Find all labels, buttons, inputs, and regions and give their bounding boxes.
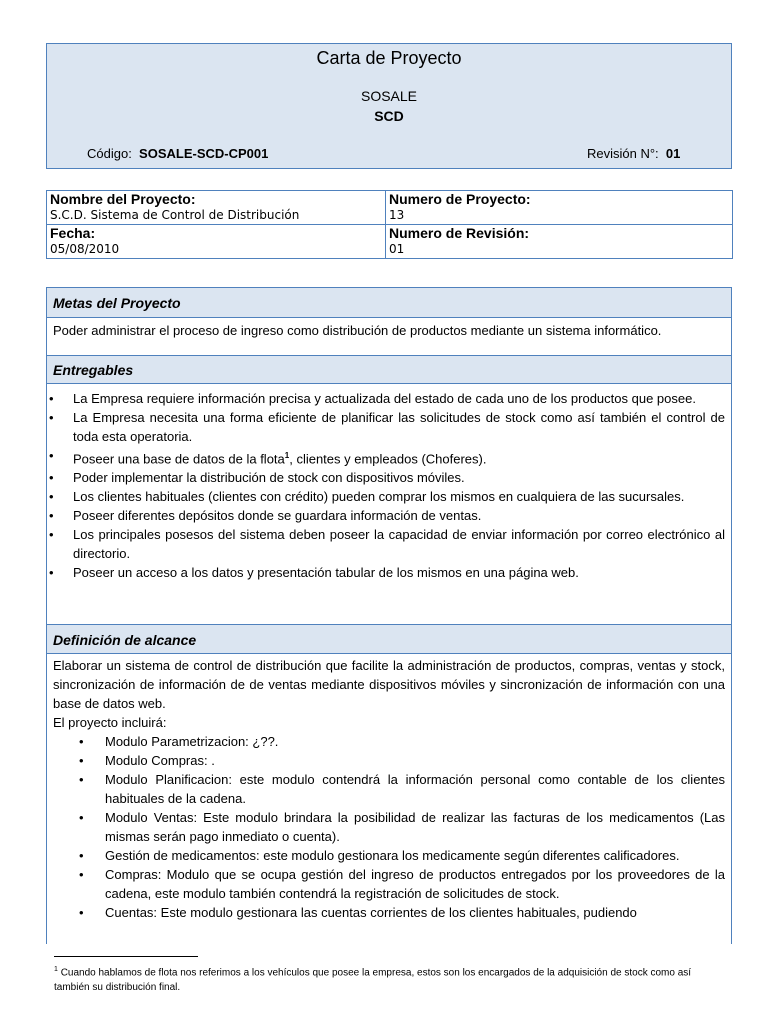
date-cell	[47, 225, 386, 259]
list-item: • Los clientes habituales (clientes con crédito) pueden comprar los mismos en cualquiera de las sucursales.	[47, 487, 731, 506]
document-header	[46, 43, 732, 169]
footnote	[54, 962, 724, 995]
project-info-table	[46, 190, 733, 259]
footnote-text: Cuando hablamos de flota nos referimos a los vehículos que posee la empresa, estos son los encargados de la adquisición de stock como así también su distribución final.	[54, 967, 692, 994]
revision-label: Revisión N°:	[587, 146, 659, 161]
goals-text: Poder administrar el proceso de ingreso como distribución de productos mediante un sistema informático.	[53, 323, 662, 338]
list-item: • Poseer diferentes depósitos donde se guardara información de ventas.	[47, 506, 731, 525]
organization-name: SOSALE	[360, 88, 418, 104]
scope-intro: Elaborar un sistema de control de distribución que facilite la administración de productos, compras, ventas y stock, sincronización de información de de ventas mediante dispositivos móviles y sincronización de información con una base de datos web.	[53, 658, 725, 711]
project-number-value: 13	[389, 208, 405, 222]
revision-number-cell	[386, 225, 733, 259]
list-item	[47, 446, 731, 468]
footnote-ref: 1	[284, 451, 290, 460]
revision-field	[587, 146, 680, 161]
list-item: • Modulo Planificacion: este modulo contendrá la información personal como contable de los clientes habituales de la cadena.	[53, 770, 725, 808]
scope-body	[47, 656, 731, 922]
list-item: • Cuentas: Este modulo gestionara las cuentas corrientes de los clientes habituales, pudiendo	[53, 903, 725, 922]
footnote-number: 1	[54, 966, 58, 973]
goals-heading: Metas del Proyecto	[47, 288, 731, 318]
scope-includes: El proyecto incluirá:	[53, 715, 167, 730]
list-item: • Modulo Ventas: Este modulo brindara la posibilidad de realizar las facturas de los medicamentos (Las mismas serán pago inmediato o cuenta).	[53, 808, 725, 846]
code-label: Código:	[87, 146, 132, 161]
date-value: 05/08/2010	[50, 242, 120, 256]
deliverables-heading: Entregables	[47, 355, 731, 384]
list-item: • Poseer un acceso a los datos y presentación tabular de los mismos en una página web.	[47, 563, 731, 582]
list-item: • La Empresa necesita una forma eficiente de planificar las solicitudes de stock como así también el control de toda esta operatoria.	[47, 408, 731, 446]
code-value: SOSALE-SCD-CP001	[139, 146, 269, 161]
document-title: Carta de Proyecto	[316, 48, 462, 68]
date-label: Fecha:	[50, 225, 96, 241]
footnote-separator	[54, 956, 198, 957]
revision-number-value: 01	[389, 242, 405, 256]
list-item: • Los principales posesos del sistema deben poseer la capacidad de enviar información por correo electrónico al directorio.	[47, 525, 731, 563]
project-number-cell	[386, 191, 733, 225]
code-field	[87, 146, 268, 161]
project-name-value: S.C.D. Sistema de Control de Distribución	[50, 208, 300, 222]
project-details-box	[46, 287, 732, 944]
deliverables-list	[47, 389, 731, 582]
revision-value: 01	[665, 146, 681, 161]
project-name-cell	[47, 191, 386, 225]
project-number-label: Numero de Proyecto:	[389, 191, 531, 207]
project-name-label: Nombre del Proyecto:	[50, 191, 196, 207]
system-name: SCD	[374, 108, 404, 124]
scope-heading: Definición de alcance	[47, 624, 731, 654]
list-item-text: Poseer una base de datos de la flota	[73, 451, 285, 467]
list-item-text-rest: , clientes y empleados (Choferes).	[289, 451, 487, 467]
revision-number-label: Numero de Revisión:	[389, 225, 530, 241]
list-item: • Compras: Modulo que se ocupa gestión del ingreso de productos entregados por los proveedores de la cadena, este modulo también contendrá la registración de solicitudes de stock.	[53, 865, 725, 903]
list-item: • Poder implementar la distribución de stock con dispositivos móviles.	[47, 468, 731, 487]
list-item: • Modulo Compras: .	[53, 751, 725, 770]
list-item: • La Empresa requiere información precisa y actualizada del estado de cada uno de los productos que posee.	[47, 389, 731, 408]
list-item: • Gestión de medicamentos: este modulo gestionara los medicamente según diferentes calificadores.	[53, 846, 725, 865]
scope-list	[53, 732, 725, 922]
list-item: • Modulo Parametrizacion: ¿??.	[53, 732, 725, 751]
